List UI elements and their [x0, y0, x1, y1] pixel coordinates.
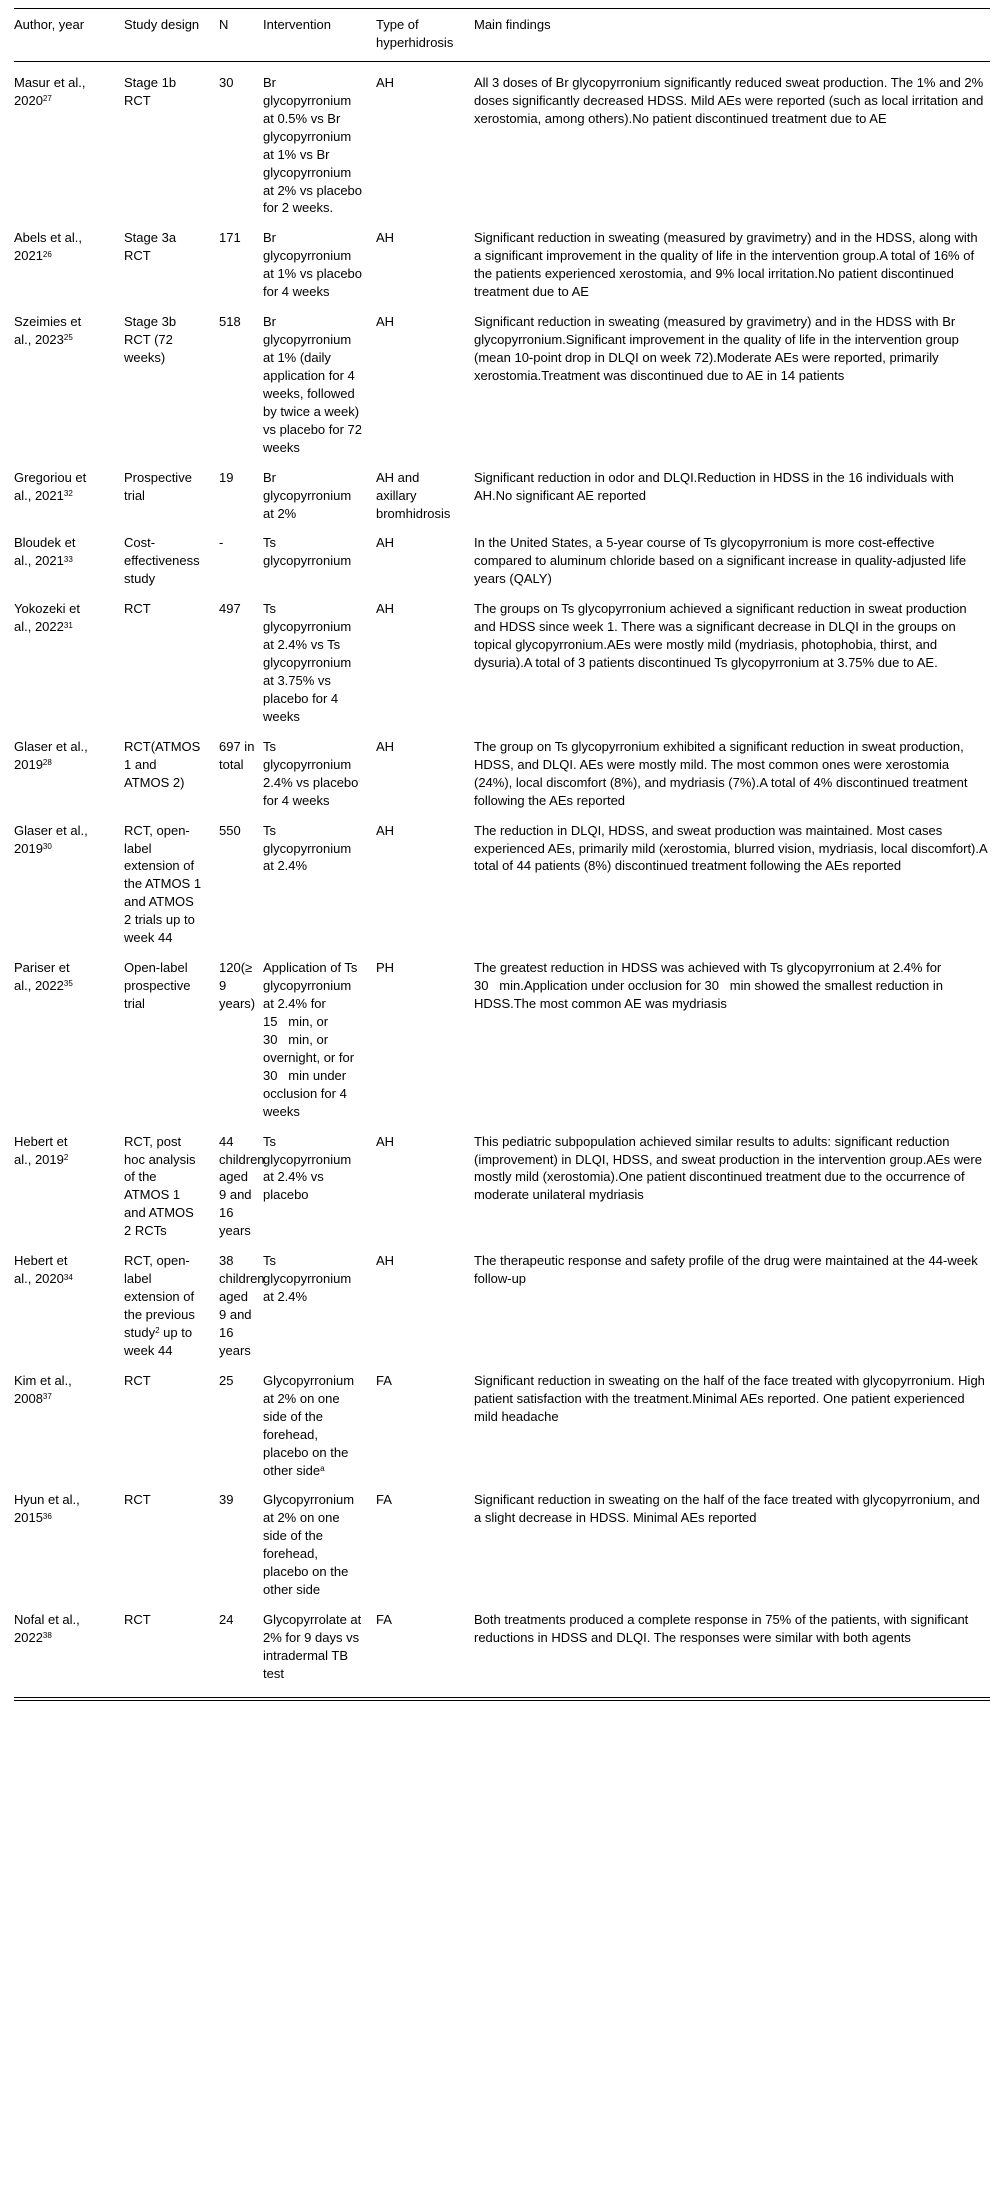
cell-main-findings: Significant reduction in sweating (measured by gravimetry) and in the HDSS, along with a significant improvement in the quality of life in the intervention group.A total of 16% of the patients experienced xerostomia, and 9% local irritation.No patient discontinued treatment due to AE	[474, 230, 978, 300]
cell-author-year: Nofal et al., 2022$^{38}$	[14, 1612, 80, 1645]
column-header-n: N	[219, 9, 263, 62]
cell-intervention: Br glycopyrronium at 1% (daily application for 4 weeks, followed by twice a week) vs placebo for 72 weeks	[263, 314, 363, 455]
table-row	[14, 1479, 990, 1599]
cell-type-of-hyperhidrosis: AH and axillary bromhidrosis	[376, 469, 451, 521]
cell-type-of-hyperhidrosis: FA	[376, 1372, 392, 1388]
cell-author-year: Kim et al., 2008$^{37}$	[14, 1372, 72, 1406]
table-row	[14, 1599, 990, 1697]
cell-main-findings: The reduction in DLQI, HDSS, and sweat production was maintained. Most cases experienced AEs, primarily mild (xerostomia, blurred vision, mydriasis, local discomfort).A total of 44 patients (8%) discontinued treatment following the AEs reported	[474, 822, 987, 874]
cell-main-findings: This pediatric subpopulation achieved similar results to adults: significant reduction (improvement) in DLQI, HDSS, and sweat production in the intervention group.AEs were mostly mild (xerostomia).One patient discontinued treatment due to the occurrence of moderate unilateral mydriasis	[474, 1133, 982, 1203]
cell-n: 19	[219, 469, 234, 485]
cell-study-design: RCT	[124, 601, 151, 617]
cell-intervention: Ts glycopyrronium 2.4% vs placebo for 4 weeks	[263, 738, 359, 808]
table-bottom-rule	[14, 1698, 990, 1701]
cell-main-findings: All 3 doses of Br glycopyrronium significantly reduced sweat production. The 1% and 2% doses significantly decreased HDSS. Mild AEs were reported (such as local irritation and xerostomia, among others).No patient discontinued treatment due to AE	[474, 74, 984, 126]
cell-n: 697 in total	[219, 738, 255, 772]
cell-n: 38 children aged 9 and 16 years	[219, 1253, 265, 1358]
cell-type-of-hyperhidrosis: AH	[376, 1133, 395, 1149]
cell-n: 30	[219, 74, 234, 90]
table-row	[14, 457, 990, 523]
cell-type-of-hyperhidrosis: FA	[376, 1492, 392, 1508]
column-header-study-design: Study design	[124, 9, 219, 62]
cell-intervention: Glycopyrronium at 2% on one side of the forehead, placebo on the other side	[263, 1492, 355, 1598]
cell-author-year: Gregoriou et al., 2021$^{32}$	[14, 469, 87, 503]
cell-study-design: RCT(ATMOS 1 and ATMOS 2)	[124, 738, 201, 790]
cell-author-year: Szeimies et al., 2023$^{25}$	[14, 314, 82, 348]
table-header	[14, 9, 990, 62]
cell-study-design: RCT	[124, 1612, 151, 1628]
cell-main-findings: Significant reduction in sweating on the half of the face treated with glycopyrronium. High patient satisfaction with the treatment.Minimal AEs reported. One patient experienced mild headache	[474, 1372, 985, 1424]
cell-type-of-hyperhidrosis: PH	[376, 960, 395, 976]
cell-intervention: Glycopyrrolate at 2% for 9 days vs intradermal TB test	[263, 1612, 362, 1681]
cell-main-findings: The groups on Ts glycopyrronium achieved a significant reduction in sweat production and HDSS since week 1. There was a significant decrease in DLQI in the groups on topical glycopyrronium.AEs were mostly mild (mydriasis, photophobia, thirst, and dysuria).A total of 3 patients discontinued Ts glycopyrronium at 3.75% due to AE.	[474, 601, 967, 671]
table-row	[14, 61, 990, 217]
cell-study-design: RCT	[124, 1492, 151, 1508]
cell-intervention: Ts glycopyrronium at 2.4%	[263, 1253, 352, 1305]
cell-type-of-hyperhidrosis: AH	[376, 601, 395, 617]
table-row	[14, 217, 990, 301]
cell-study-design: Stage 1b RCT	[124, 74, 177, 108]
cell-author-year: Masur et al., 2020$^{27}$	[14, 74, 86, 108]
cell-main-findings: Significant reduction in odor and DLQI.Reduction in HDSS in the 16 individuals with AH.No significant AE reported	[474, 469, 954, 503]
cell-study-design: RCT, open-label extension of the ATMOS 1 and ATMOS 2 trials up to week 44	[124, 822, 202, 946]
table-row	[14, 588, 990, 726]
table-row	[14, 1360, 990, 1480]
cell-author-year: Hebert et al., 2019$^2$	[14, 1133, 69, 1167]
cell-intervention: Ts glycopyrronium	[263, 535, 352, 569]
cell-type-of-hyperhidrosis: AH	[376, 230, 395, 246]
cell-main-findings: Both treatments produced a complete response in 75% of the patients, with significant reductions in HDSS and DLQI. The responses were similar with both agents	[474, 1612, 969, 1645]
cell-intervention: Application of Ts glycopyrronium at 2.4% for 15 min, or 30 min, or overnight, or for 30 min under occlusion for 4 weeks	[263, 960, 358, 1119]
cell-study-design: RCT	[124, 1372, 151, 1388]
column-header-type-of-hyperhidrosis: Type of hyperhidrosis	[376, 9, 474, 62]
cell-author-year: Hyun et al., 2015$^{36}$	[14, 1492, 80, 1526]
cell-n: 171	[219, 230, 241, 246]
column-header-author-year: Author, year	[14, 9, 124, 62]
cell-main-findings: Significant reduction in sweating on the half of the face treated with glycopyrronium, and a slight decrease in HDSS. Minimal AEs reported	[474, 1492, 980, 1526]
cell-intervention: Glycopyrronium at 2% on one side of the forehead, placebo on the other side$^a$	[263, 1372, 355, 1478]
table-row	[14, 522, 990, 588]
header-row	[14, 9, 990, 62]
cell-author-year: Hebert et al., 2020$^{34}$	[14, 1253, 73, 1287]
table-row	[14, 301, 990, 457]
cell-intervention: Br glycopyrronium at 0.5% vs Br glycopyrronium at 1% vs Br glycopyrronium at 2% vs placebo for 2 weeks.	[263, 74, 363, 216]
table-row	[14, 726, 990, 810]
cell-study-design: Stage 3b RCT (72 weeks)	[124, 314, 177, 365]
cell-type-of-hyperhidrosis: AH	[376, 1253, 395, 1269]
studies-table	[14, 8, 990, 1698]
column-header-main-findings: Main findings	[474, 9, 990, 62]
table-row	[14, 1240, 990, 1360]
cell-author-year: Glaser et al., 2019$^{28}$	[14, 738, 88, 772]
cell-author-year: Abels et al., 2021$^{26}$	[14, 230, 82, 264]
cell-n: 25	[219, 1372, 234, 1388]
cell-type-of-hyperhidrosis: AH	[376, 822, 395, 838]
cell-intervention: Ts glycopyrronium at 2.4% vs placebo	[263, 1133, 352, 1203]
cell-study-design: RCT, post hoc analysis of the ATMOS 1 and ATMOS 2 RCTs	[124, 1133, 196, 1239]
cell-n: 39	[219, 1492, 234, 1508]
table-row	[14, 1121, 990, 1241]
cell-author-year: Bloudek et al., 2021$^{33}$	[14, 535, 76, 569]
cell-type-of-hyperhidrosis: AH	[376, 738, 395, 754]
cell-type-of-hyperhidrosis: AH	[376, 74, 395, 90]
cell-intervention: Ts glycopyrronium at 2.4%	[263, 822, 352, 874]
cell-study-design: Prospective trial	[124, 469, 192, 503]
cell-main-findings: The greatest reduction in HDSS was achieved with Ts glycopyrronium at 2.4% for 30 min.Application under occlusion for 30 min showed the smallest reduction in HDSS.The most common AE was mydriasis	[474, 960, 943, 1011]
cell-intervention: Br glycopyrronium at 1% vs placebo for 4 weeks	[263, 230, 363, 300]
cell-main-findings: The therapeutic response and safety profile of the drug were maintained at the 44-week follow-up	[474, 1253, 978, 1287]
cell-study-design: Stage 3a RCT	[124, 230, 177, 264]
cell-n: 44 children aged 9 and 16 years	[219, 1133, 265, 1239]
cell-type-of-hyperhidrosis: AH	[376, 314, 395, 330]
cell-study-design: Open-label prospective trial	[124, 960, 191, 1011]
cell-main-findings: The group on Ts glycopyrronium exhibited a significant reduction in sweat production, HDSS, and DLQI. AEs were mostly mild. The most common ones were xerostomia (24%), local discomfort (8%), and mydriasis (7%).A total of 4% discontinued treatment following the AEs reported	[474, 738, 968, 808]
cell-n: 518	[219, 314, 241, 330]
cell-author-year: Glaser et al., 2019$^{30}$	[14, 822, 88, 856]
cell-n: 120(≥ 9 years)	[219, 960, 256, 1011]
cell-main-findings: Significant reduction in sweating (measured by gravimetry) and in the HDSS with Br glycopyrronium.Significant improvement in the quality of life in the intervention group (mean 10-point drop in DLQI on week 72).Moderate AEs were reported, primarily xerostomia.Treatment was discontinued due to AE in 14 patients	[474, 314, 959, 383]
table-row	[14, 810, 990, 948]
table-row	[14, 947, 990, 1120]
table-body	[14, 61, 990, 1697]
cell-type-of-hyperhidrosis: FA	[376, 1612, 392, 1628]
cell-type-of-hyperhidrosis: AH	[376, 535, 395, 551]
cell-intervention: Br glycopyrronium at 2%	[263, 469, 352, 521]
cell-author-year: Yokozeki et al., 2022$^{31}$	[14, 601, 81, 635]
cell-study-design: Cost-effectiveness study	[124, 535, 200, 587]
cell-n: 550	[219, 822, 241, 838]
cell-n: -	[219, 535, 224, 551]
cell-author-year: Pariser et al., 2022$^{35}$	[14, 960, 73, 994]
cell-n: 497	[219, 601, 241, 617]
cell-main-findings: In the United States, a 5-year course of Ts glycopyrronium is more cost-effective compared to aluminum chloride based on a significant increase in quality-adjusted life years (QALY)	[474, 535, 967, 587]
cell-n: 24	[219, 1612, 234, 1628]
cell-study-design: RCT, open-label extension of the previous study$^2$ up to week 44	[124, 1253, 195, 1358]
cell-intervention: Ts glycopyrronium at 2.4% vs Ts glycopyrronium at 3.75% vs placebo for 4 weeks	[263, 601, 352, 724]
column-header-intervention: Intervention	[263, 9, 376, 62]
